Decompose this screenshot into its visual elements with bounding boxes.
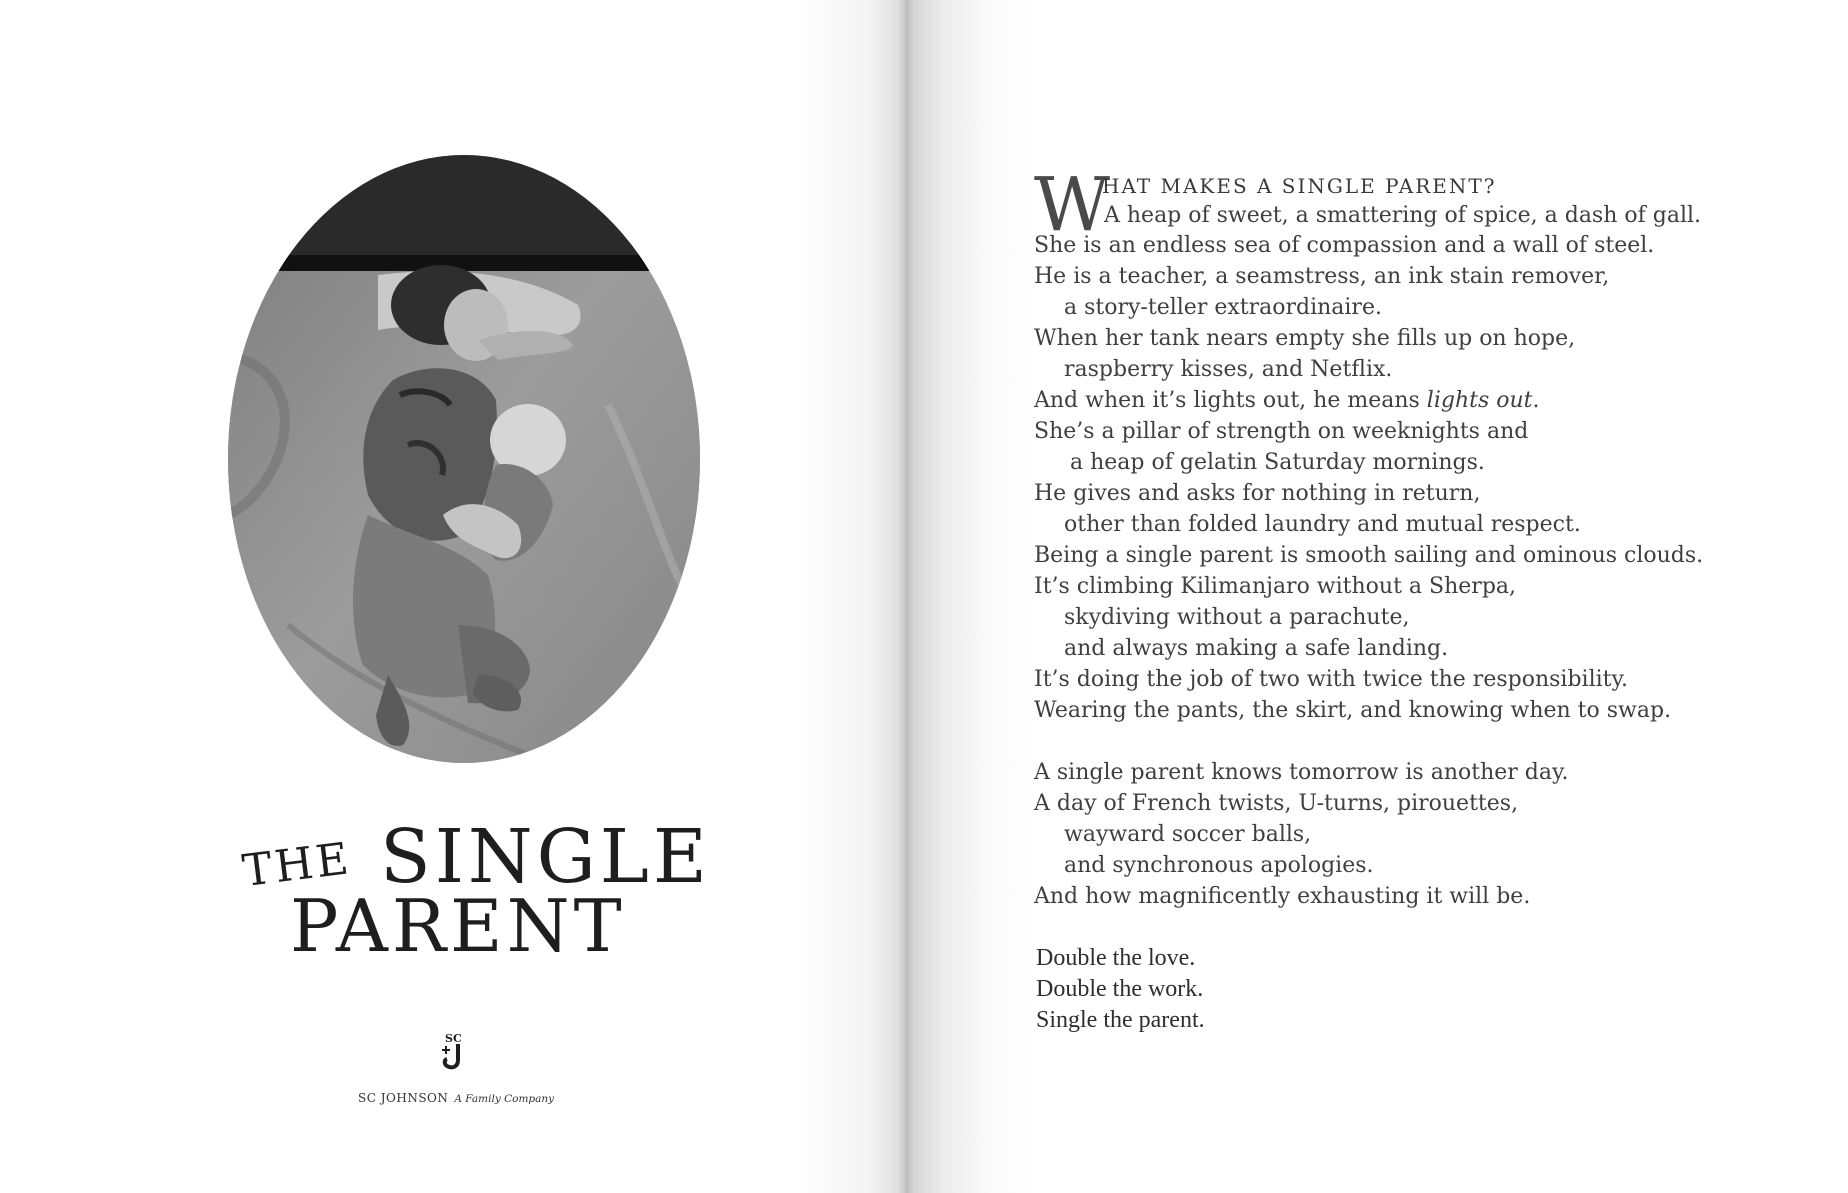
poem-line: a story-teller extraordinaire. [1064, 295, 1382, 320]
poem-line: It’s climbing Kilimanjaro without a Sherpa, [1034, 574, 1517, 599]
poem-line: She’s a pillar of strength on weeknights and [1034, 419, 1529, 444]
title-single: SINGLE [380, 814, 711, 900]
closing-line: Double the love. [1036, 945, 1196, 971]
poem-line: wayward soccer balls, [1064, 822, 1312, 847]
poem-line: and always making a safe landing. [1064, 636, 1449, 661]
poem-line: other than folded laundry and mutual respect. [1064, 512, 1581, 537]
brand-name: SC JOHNSON [358, 1091, 449, 1105]
title-the: THE [239, 833, 355, 897]
brand-line [358, 1091, 598, 1105]
italic-lights-out: lights out [1426, 388, 1533, 413]
stanza-gap [1034, 726, 1814, 757]
svg-text:SC: SC [445, 1032, 462, 1045]
poem-line: A day of French twists, U-turns, pirouettes, [1034, 791, 1519, 816]
feature-title [239, 814, 720, 970]
sc-johnson-logo-icon [432, 1028, 476, 1072]
poem-line: and synchronous apologies. [1064, 853, 1374, 878]
poem-line: skydiving without a parachute, [1064, 605, 1410, 630]
poem-line: Wearing the pants, the skirt, and knowing when to swap. [1034, 698, 1672, 723]
poem-line: a heap of gelatin Saturday mornings. [1070, 450, 1485, 475]
brand-tagline: A Family Company [454, 1093, 555, 1105]
poem-line-lights-out: And when it’s lights out, he means lights out. [1034, 388, 1540, 413]
poem-line-text: And when it’s lights out, he means [1034, 388, 1420, 413]
poem-line: A heap of sweet, a smattering of spice, a dash of gall. [1104, 203, 1702, 228]
parent-child-photo [228, 155, 700, 763]
poem-body [1034, 162, 1814, 1036]
page-gutter [898, 0, 914, 1193]
closing-line: Double the work. [1036, 976, 1204, 1002]
heading-text: HAT MAKES A SINGLE PARENT? [1102, 174, 1497, 198]
poem-line: He gives and asks for nothing in return, [1034, 481, 1481, 506]
closing-line: Single the parent. [1036, 1007, 1205, 1033]
poem-line: Being a single parent is smooth sailing and ominous clouds. [1034, 543, 1704, 568]
poem-line: And how magnificently exhausting it will be. [1034, 884, 1531, 909]
poem-line: When her tank nears empty she fills up on hope, [1034, 326, 1576, 351]
poem-line: He is a teacher, a seamstress, an ink stain remover, [1034, 264, 1610, 289]
poem-line: It’s doing the job of two with twice the responsibility. [1034, 667, 1628, 692]
poem-line: She is an endless sea of compassion and a wall of steel. [1034, 233, 1655, 258]
poem-line: raspberry kisses, and Netflix. [1064, 357, 1393, 382]
poem-line: A single parent knows tomorrow is another day. [1034, 760, 1569, 785]
dropcap: W [1034, 162, 1111, 248]
stanza-gap [1034, 912, 1814, 943]
title-parent: PARENT [290, 884, 626, 968]
